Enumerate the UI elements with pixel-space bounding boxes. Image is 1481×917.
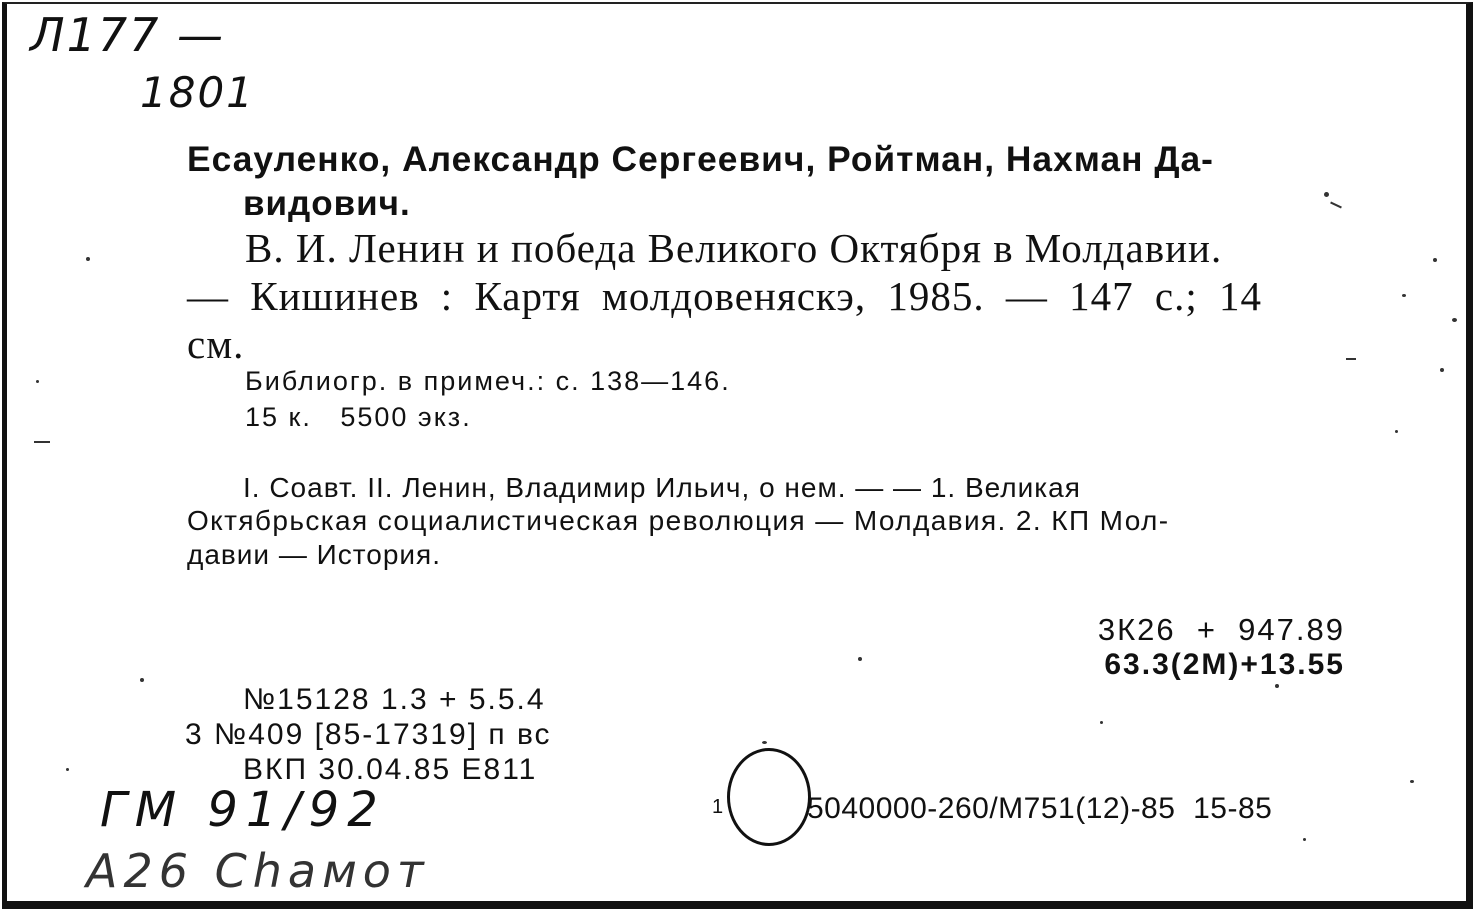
price-and-copies: 15 к. 5500 экз. [245, 402, 472, 432]
tracings-line-3: давии — История. [187, 539, 441, 570]
dust-speck [1402, 294, 1406, 297]
index-prefix: 1 [712, 796, 725, 818]
title-line-3: см. [187, 321, 245, 367]
dust-speck [1410, 780, 1414, 783]
handwritten-note-2: А26 Сhамот [86, 844, 430, 898]
tracings-line-1: I. Соавт. II. Ленин, Владимир Ильич, о нем. — — 1. Великая [243, 472, 1081, 503]
dust-speck [1395, 430, 1398, 433]
stamp-circle-mark [727, 748, 811, 846]
dust-speck [66, 768, 69, 771]
dust-speck [1303, 838, 1306, 841]
dust-speck [1440, 368, 1444, 372]
dust-speck [140, 678, 144, 682]
index-code: 5040000-260/М751(12)-85 15-85 [807, 792, 1273, 825]
bibliography-note: Библиогр. в примеч.: с. 138—146. [245, 366, 731, 396]
handwritten-call-number-top: Л177 — [30, 8, 226, 62]
dust-speck [762, 741, 767, 744]
dust-speck [858, 657, 862, 661]
classification-line-1: 3К26 + 947.89 [1097, 612, 1345, 647]
handwritten-note-1: ГМ 91/92 [100, 782, 386, 838]
dust-mark [1346, 358, 1356, 360]
title-line-2: — Кишинев : Картя молдовеняскэ, 1985. — 147 с.; 14 [187, 273, 1262, 319]
dust-speck [36, 380, 39, 383]
handwritten-call-number-bottom: 1801 [140, 68, 255, 117]
title-line-1: В. И. Ленин и победа Великого Октября в Молдавии. [245, 225, 1223, 271]
dust-speck [1324, 192, 1329, 197]
dust-speck [1100, 721, 1103, 724]
tracings-line-2: Октябрьская социалистическая революция — Молдавия. 2. КП Мол- [187, 505, 1170, 536]
dust-speck [1452, 318, 1457, 322]
dust-mark [34, 441, 50, 443]
dust-speck [1275, 684, 1279, 688]
author-heading-line-1: Есауленко, Александр Сергеевич, Ройтман, Нахман Да- [187, 140, 1214, 179]
dust-speck [1433, 258, 1437, 262]
publisher-code-line-2: 3 №409 [85-17319] п вс [185, 718, 552, 751]
publisher-code-line-1: №15128 1.3 + 5.5.4 [243, 683, 546, 716]
publisher-code-line-3: ВКП 30.04.85 Е811 [243, 753, 538, 786]
author-heading-line-2: видович. [243, 184, 411, 223]
classification-line-2: 63.3(2М)+13.55 [1104, 648, 1345, 681]
dust-speck [86, 257, 90, 261]
